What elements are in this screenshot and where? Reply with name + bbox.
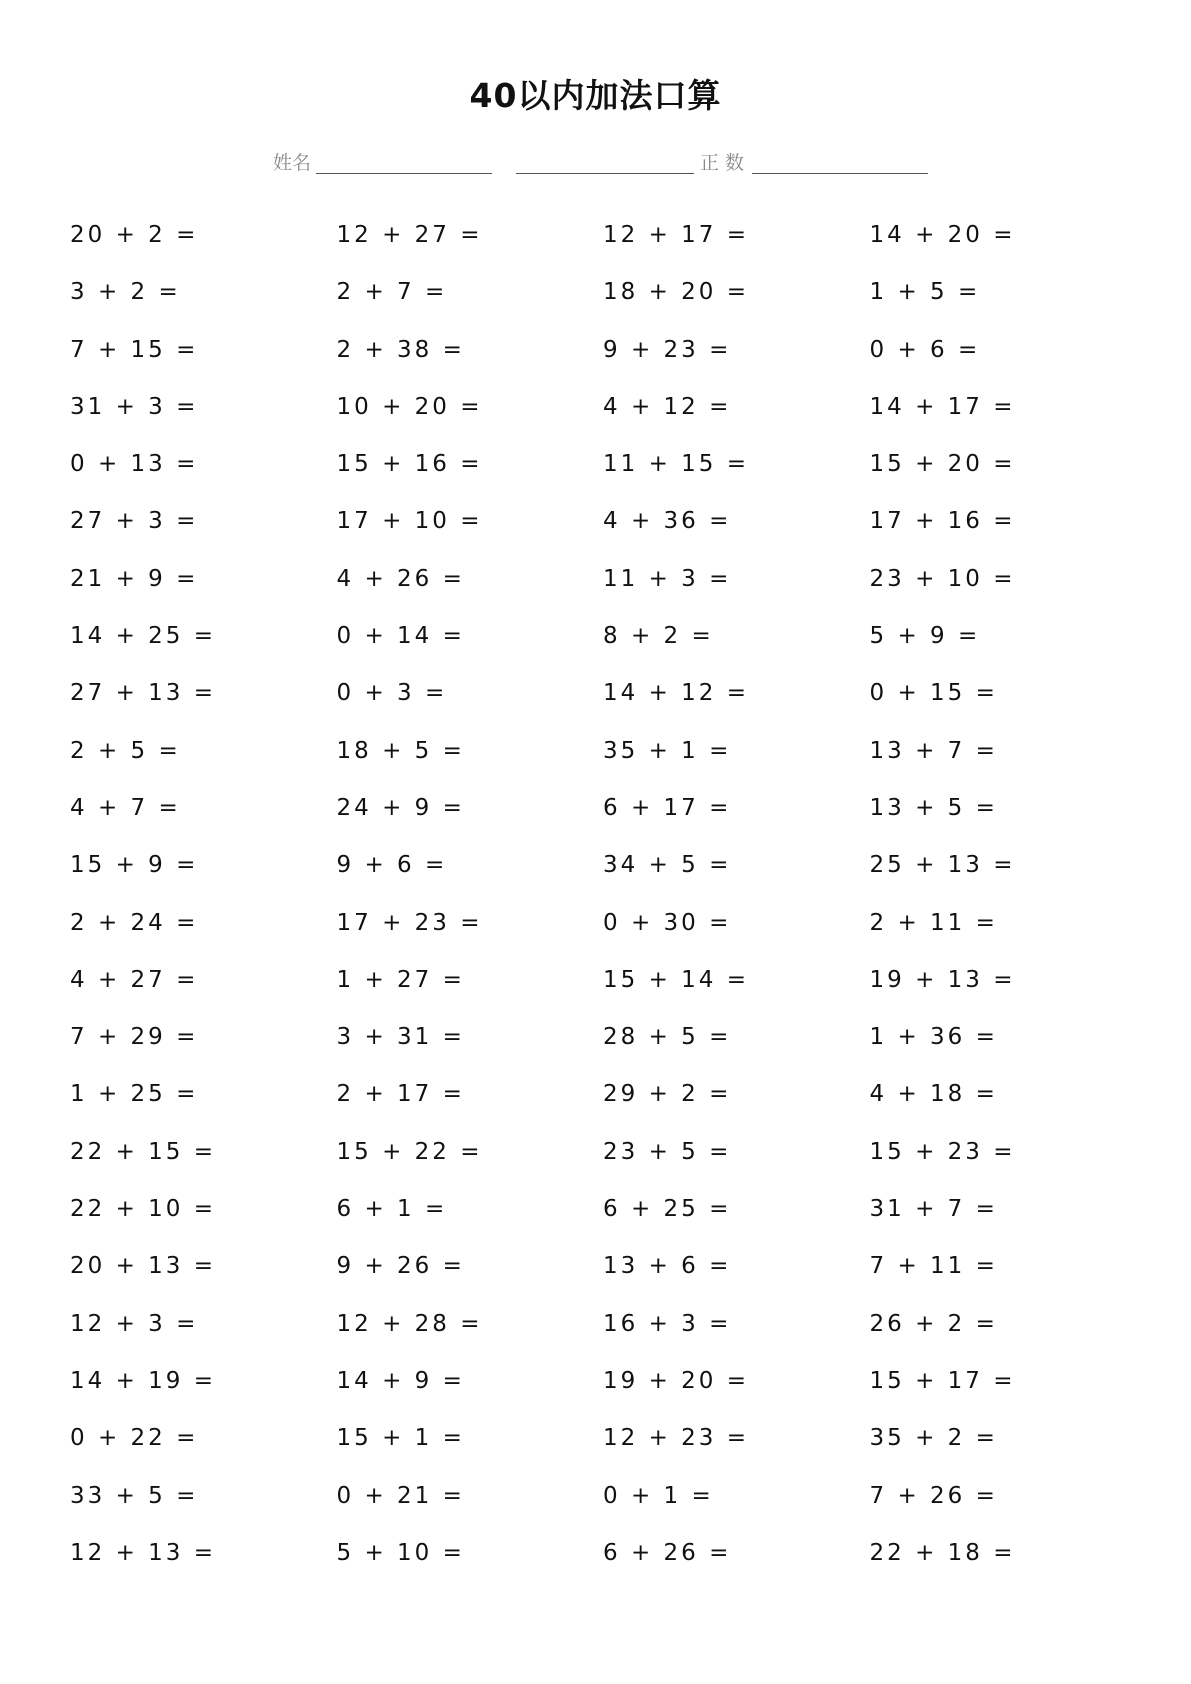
math-problem: 0 + 21 =	[336, 1482, 465, 1509]
math-problem: 2 + 5 =	[70, 737, 181, 764]
math-problem: 14 + 9 =	[336, 1367, 465, 1394]
math-problem: 33 + 5 =	[70, 1482, 199, 1509]
math-problem: 4 + 18 =	[869, 1081, 998, 1108]
math-problem: 31 + 3 =	[70, 393, 199, 420]
problem-row	[70, 965, 1170, 1022]
math-problem: 11 + 3 =	[603, 565, 732, 592]
math-problem: 3 + 2 =	[70, 279, 181, 306]
problem-row	[70, 1538, 1170, 1595]
math-problem: 25 + 13 =	[869, 852, 1016, 879]
math-problem: 2 + 7 =	[336, 279, 448, 306]
problem-row	[70, 1423, 1170, 1480]
math-problem: 14 + 12 =	[603, 680, 750, 707]
math-problem: 15 + 16 =	[336, 451, 483, 478]
math-problem: 23 + 5 =	[603, 1138, 732, 1165]
math-problem: 13 + 5 =	[869, 794, 998, 821]
problem-row	[70, 850, 1170, 907]
math-problem: 4 + 27 =	[70, 966, 199, 993]
math-problem: 7 + 26 =	[869, 1482, 998, 1509]
math-problem: 31 + 7 =	[869, 1196, 998, 1223]
math-problem: 23 + 10 =	[869, 565, 1016, 592]
math-problem: 6 + 25 =	[603, 1196, 732, 1223]
math-problem: 22 + 10 =	[70, 1196, 217, 1223]
math-problem: 0 + 15 =	[869, 680, 998, 707]
math-problem: 15 + 20 =	[869, 451, 1016, 478]
name-label: 姓名	[273, 152, 312, 174]
math-problem: 19 + 13 =	[869, 966, 1016, 993]
math-problem: 14 + 25 =	[70, 623, 217, 650]
math-problem: 4 + 7 =	[70, 794, 181, 821]
score-field[interactable]	[752, 173, 928, 174]
problem-row	[70, 220, 1170, 277]
math-problem: 26 + 2 =	[869, 1310, 998, 1337]
math-problem: 21 + 9 =	[70, 565, 199, 592]
problem-row	[70, 621, 1170, 678]
student-info-row	[0, 148, 1191, 178]
math-problem: 35 + 1 =	[603, 737, 732, 764]
math-problem: 14 + 20 =	[869, 222, 1016, 248]
problem-grid	[70, 220, 1170, 1595]
math-problem: 9 + 6 =	[336, 852, 448, 879]
math-problem: 17 + 10 =	[336, 508, 483, 535]
math-problem: 1 + 25 =	[70, 1081, 199, 1108]
math-problem: 6 + 17 =	[603, 794, 732, 821]
math-problem: 12 + 13 =	[70, 1539, 217, 1566]
math-problem: 35 + 2 =	[869, 1425, 998, 1452]
problem-row	[70, 793, 1170, 850]
math-problem: 2 + 38 =	[336, 336, 465, 363]
math-problem: 12 + 3 =	[70, 1310, 199, 1337]
math-problem: 27 + 13 =	[70, 680, 217, 707]
math-problem: 5 + 10 =	[336, 1539, 465, 1566]
problem-row	[70, 277, 1170, 334]
problem-row	[70, 1022, 1170, 1079]
math-problem: 10 + 20 =	[336, 393, 483, 420]
math-problem: 12 + 27 =	[336, 222, 483, 248]
math-problem: 9 + 26 =	[336, 1253, 465, 1280]
math-problem: 0 + 30 =	[603, 909, 732, 936]
problem-row	[70, 1251, 1170, 1308]
math-problem: 16 + 3 =	[603, 1310, 732, 1337]
math-problem: 14 + 19 =	[70, 1367, 217, 1394]
worksheet-title: 40以内加法口算	[469, 76, 722, 115]
math-problem: 20 + 13 =	[70, 1253, 217, 1280]
math-problem: 15 + 14 =	[603, 966, 750, 993]
math-problem: 7 + 29 =	[70, 1024, 199, 1051]
math-problem: 18 + 20 =	[603, 279, 750, 306]
math-problem: 0 + 3 =	[336, 680, 448, 707]
math-problem: 17 + 16 =	[869, 508, 1016, 535]
math-problem: 15 + 23 =	[869, 1138, 1016, 1165]
math-problem: 15 + 22 =	[336, 1138, 483, 1165]
math-problem: 0 + 6 =	[869, 336, 981, 363]
math-problem: 8 + 2 =	[603, 623, 714, 650]
problem-row	[70, 1481, 1170, 1538]
math-problem: 0 + 22 =	[70, 1425, 199, 1452]
problem-row	[70, 1366, 1170, 1423]
problem-row	[70, 1309, 1170, 1366]
math-problem: 34 + 5 =	[603, 852, 732, 879]
math-problem: 9 + 23 =	[603, 336, 732, 363]
math-problem: 28 + 5 =	[603, 1024, 732, 1051]
blank-field[interactable]	[516, 173, 694, 174]
math-problem: 13 + 6 =	[603, 1253, 732, 1280]
math-problem: 0 + 14 =	[336, 623, 465, 650]
problem-row	[70, 736, 1170, 793]
math-problem: 6 + 26 =	[603, 1539, 732, 1566]
math-problem: 20 + 2 =	[70, 222, 199, 248]
math-problem: 2 + 24 =	[70, 909, 199, 936]
math-problem: 0 + 13 =	[70, 451, 199, 478]
problem-row	[70, 564, 1170, 621]
math-problem: 6 + 1 =	[336, 1196, 448, 1223]
math-problem: 1 + 5 =	[869, 279, 981, 306]
math-problem: 24 + 9 =	[336, 794, 465, 821]
score-label: 正 数	[700, 152, 745, 174]
problem-row	[70, 908, 1170, 965]
math-problem: 12 + 17 =	[603, 222, 750, 248]
math-problem: 15 + 17 =	[869, 1367, 1016, 1394]
problem-row	[70, 1137, 1170, 1194]
problem-row	[70, 1194, 1170, 1251]
math-problem: 22 + 18 =	[869, 1539, 1016, 1566]
math-problem: 5 + 9 =	[869, 623, 981, 650]
math-problem: 12 + 23 =	[603, 1425, 750, 1452]
math-problem: 7 + 15 =	[70, 336, 199, 363]
math-problem: 4 + 36 =	[603, 508, 732, 535]
problem-row	[70, 678, 1170, 735]
math-problem: 0 + 1 =	[603, 1482, 714, 1509]
math-problem: 4 + 12 =	[603, 393, 732, 420]
math-problem: 18 + 5 =	[336, 737, 465, 764]
math-problem: 22 + 15 =	[70, 1138, 217, 1165]
math-problem: 12 + 28 =	[336, 1310, 483, 1337]
math-problem: 3 + 31 =	[336, 1024, 465, 1051]
problem-row	[70, 335, 1170, 392]
name-field[interactable]	[316, 173, 492, 174]
problem-row	[70, 506, 1170, 563]
math-problem: 14 + 17 =	[869, 393, 1016, 420]
math-problem: 13 + 7 =	[869, 737, 998, 764]
problem-row	[70, 449, 1170, 506]
math-problem: 2 + 17 =	[336, 1081, 465, 1108]
problem-row	[70, 1079, 1170, 1136]
math-problem: 1 + 27 =	[336, 966, 465, 993]
math-problem: 15 + 9 =	[70, 852, 199, 879]
math-problem: 27 + 3 =	[70, 508, 199, 535]
math-problem: 7 + 11 =	[869, 1253, 998, 1280]
math-problem: 19 + 20 =	[603, 1367, 750, 1394]
math-problem: 4 + 26 =	[336, 565, 465, 592]
math-problem: 1 + 36 =	[869, 1024, 998, 1051]
math-problem: 11 + 15 =	[603, 451, 750, 478]
math-problem: 17 + 23 =	[336, 909, 483, 936]
math-problem: 2 + 11 =	[869, 909, 998, 936]
problem-row	[70, 392, 1170, 449]
math-problem: 29 + 2 =	[603, 1081, 732, 1108]
math-problem: 15 + 1 =	[336, 1425, 465, 1452]
